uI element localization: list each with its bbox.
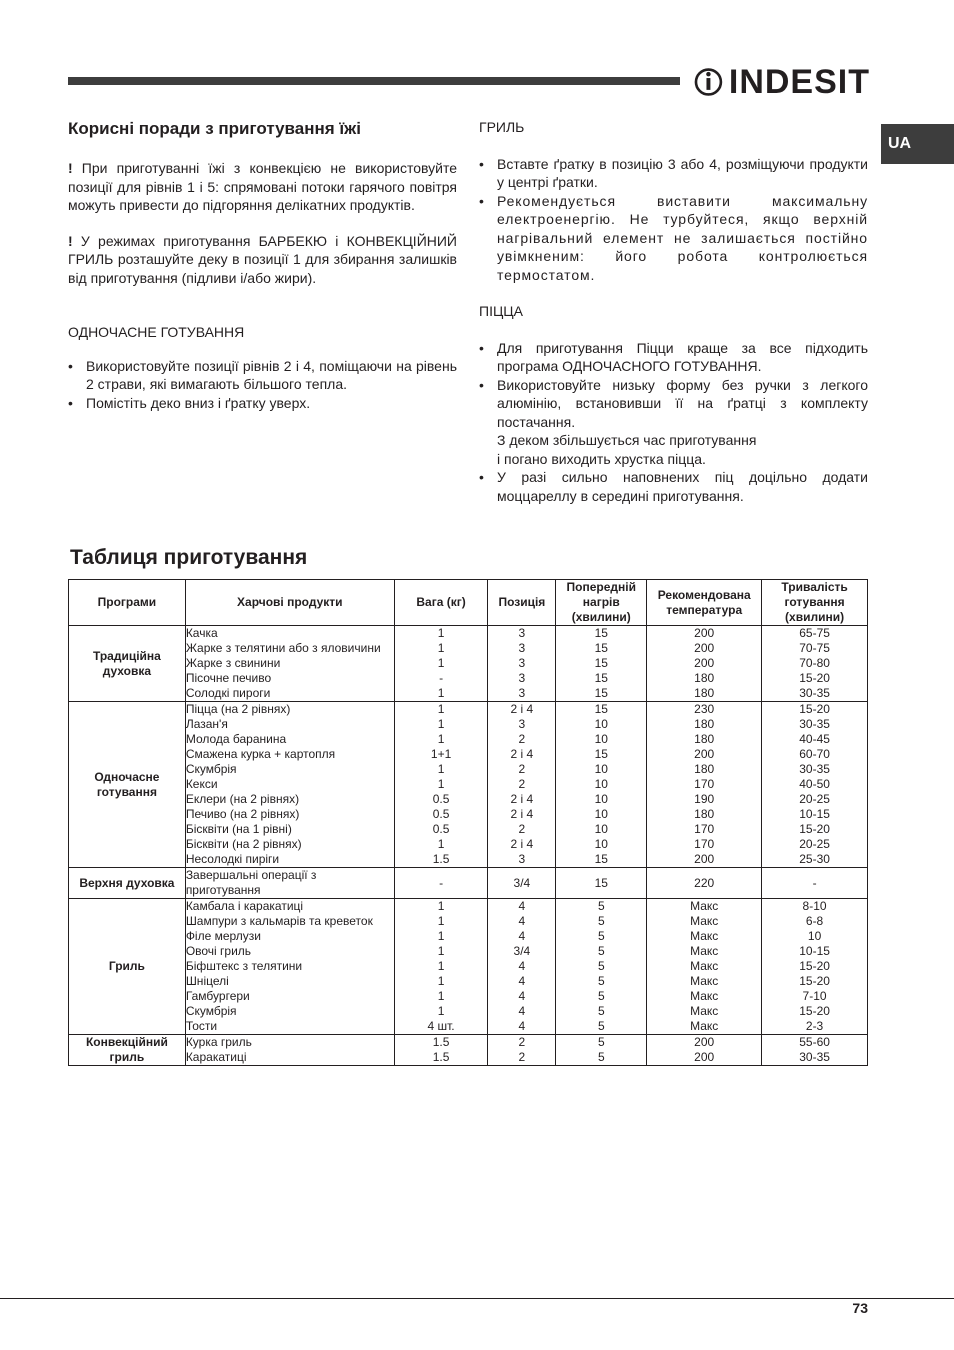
duration-cell	[762, 868, 868, 899]
foods-value: Печиво (на 2 рівнях)	[185, 807, 300, 821]
weight-cell	[394, 1035, 488, 1066]
foods-cell	[185, 899, 394, 1035]
weight-value: 1.5	[432, 1050, 450, 1064]
preheat-cell	[556, 702, 647, 868]
preheat-value: 15	[594, 671, 608, 685]
position-value: 2 і 4	[510, 747, 534, 761]
position-value: 3	[518, 686, 526, 700]
preheat-value: 15	[594, 656, 608, 670]
position-value: 2 і 4	[510, 837, 534, 851]
preheat-value: 5	[597, 929, 605, 943]
duration-cell	[762, 899, 868, 1035]
weight-cell	[394, 868, 488, 899]
temperature-value: 220	[694, 875, 715, 890]
position-value: 4	[518, 929, 526, 943]
preheat-value: 5	[597, 899, 605, 913]
temperature-value: Макс	[690, 1019, 719, 1033]
pizza-bullets	[479, 339, 868, 506]
weight-value: 0.5	[432, 807, 450, 821]
position-value: 4	[518, 1019, 526, 1033]
weight-value: -	[439, 875, 444, 890]
pizza-note-1: З деком збільшується час приготування	[497, 432, 757, 448]
weight-value: 1	[437, 732, 445, 746]
list-item-text: Рекомендується виставити максимальну електроенергію. Не турбуйтеся, якщо верхній нагрівальний елемент не залишається постійно увімкненим: його робота контролюється термостатом.	[497, 192, 868, 283]
position-value: 3	[518, 656, 526, 670]
weight-value: 1	[437, 656, 445, 670]
weight-value: 1	[437, 974, 445, 988]
temperature-value: 170	[694, 777, 715, 791]
temperature-value: 200	[694, 852, 715, 866]
temperature-value: Макс	[690, 899, 719, 913]
program-cell: Традиційна духовка	[69, 626, 186, 702]
position-value: 4	[518, 1004, 526, 1018]
warning-1	[68, 159, 457, 215]
position-cell	[488, 899, 556, 1035]
position-value: 4	[518, 899, 526, 913]
weight-value: 1	[437, 717, 445, 731]
position-value: 2	[518, 732, 526, 746]
temperature-value: Макс	[690, 944, 719, 958]
duration-cell	[762, 1035, 868, 1066]
preheat-value: 15	[594, 747, 608, 761]
duration-value: 10	[807, 929, 822, 943]
temperature-cell	[647, 899, 762, 1035]
preheat-value: 5	[597, 1050, 605, 1064]
warning-mark: !	[68, 160, 73, 176]
duration-value: 15-20	[799, 702, 830, 716]
foods-value: Кекси	[185, 777, 218, 791]
weight-value: 1+1	[430, 747, 452, 761]
pizza-note-2: і погано виходить хрустка піцца.	[497, 450, 706, 467]
column-header: Рекомендована температура	[647, 580, 762, 626]
section-title-pizza: ПІЦЦА	[479, 303, 524, 319]
position-value: 2 і 4	[510, 807, 534, 821]
weight-value: 1	[437, 929, 445, 943]
duration-value: 70-80	[799, 656, 830, 670]
duration-value: 70-75	[799, 641, 830, 655]
position-value: 3	[518, 671, 526, 685]
duration-value: 20-25	[799, 792, 830, 806]
preheat-value: 10	[594, 717, 608, 731]
position-value: 2	[518, 1050, 526, 1064]
duration-value: 6-8	[805, 914, 824, 928]
weight-value: 1	[437, 914, 445, 928]
foods-value: Жарке з свинини	[185, 656, 281, 670]
foods-value: Каракатиці	[185, 1050, 247, 1064]
foods-value: Жарке з телятини або з яловичини	[185, 641, 381, 655]
temperature-value: 200	[694, 626, 715, 640]
column-header: Попередній нагрів (хвилини)	[556, 580, 647, 626]
program-cell: Верхня духовка	[69, 868, 186, 899]
temperature-value: 180	[694, 717, 715, 731]
weight-value: 1	[437, 944, 445, 958]
temperature-cell	[647, 868, 762, 899]
duration-value: 10-15	[799, 944, 830, 958]
duration-value: 30-35	[799, 686, 830, 700]
preheat-value: 5	[597, 914, 605, 928]
warning-text: У режимах приготування БАРБЕКЮ і КОНВЕКЦІЙНИЙ ГРИЛЬ розташуйте деку в позиції 1 для збирання залишків від приготування (підливи і/або жири).	[68, 232, 457, 286]
duration-value: 40-50	[799, 777, 830, 791]
temperature-value: Макс	[690, 1004, 719, 1018]
position-value: 3	[518, 626, 526, 640]
foods-value: Молода баранина	[185, 732, 287, 746]
column-header: Позиція	[488, 580, 556, 626]
table-row	[69, 702, 868, 868]
duration-value: 30-35	[799, 1050, 830, 1064]
preheat-cell	[556, 1035, 647, 1066]
list-item: • Для приготування Піцци краще за все підходить програма ОДНОЧАСНОГО ГОТУВАННЯ.	[479, 339, 868, 376]
foods-value: Лазан'я	[185, 717, 228, 731]
duration-value: 15-20	[799, 959, 830, 973]
position-value: 2 і 4	[510, 702, 534, 716]
temperature-value: 180	[694, 686, 715, 700]
temperature-value: Макс	[690, 974, 719, 988]
temperature-value: 180	[694, 671, 715, 685]
preheat-value: 10	[594, 792, 608, 806]
preheat-value: 15	[594, 875, 608, 890]
preheat-value: 10	[594, 732, 608, 746]
preheat-value: 10	[594, 837, 608, 851]
weight-value: 1.5	[432, 852, 450, 866]
weight-value: -	[439, 671, 444, 685]
duration-value: 65-75	[799, 626, 830, 640]
duration-value: 15-20	[799, 822, 830, 836]
weight-value: 1.5	[432, 1035, 450, 1049]
foods-value: Скумбрія	[185, 762, 237, 776]
preheat-value: 5	[597, 974, 605, 988]
preheat-cell	[556, 899, 647, 1035]
weight-value: 0.5	[432, 822, 450, 836]
section-title-simultaneous: ОДНОЧАСНЕ ГОТУВАННЯ	[68, 324, 245, 340]
foods-value: Овочі гриль	[185, 944, 252, 958]
foods-value: Пісочне печиво	[185, 671, 272, 685]
position-value: 4	[518, 989, 526, 1003]
preheat-value: 5	[597, 1035, 605, 1049]
table-row	[69, 1035, 868, 1066]
preheat-cell	[556, 868, 647, 899]
program-cell: Конвекційний гриль	[69, 1035, 186, 1066]
position-value: 3/4	[513, 875, 531, 890]
temperature-value: 180	[694, 807, 715, 821]
list-item: • Використовуйте позиції рівнів 2 і 4, поміщаючи на рівень 2 страви, які вимагають більшого тепла.	[68, 357, 457, 394]
column-header: Вага (кг)	[394, 580, 488, 626]
position-value: 2	[518, 777, 526, 791]
foods-value: Біфштекс з телятини	[185, 959, 303, 973]
table-row	[69, 626, 868, 702]
weight-value: 1	[437, 959, 445, 973]
position-cell	[488, 626, 556, 702]
temperature-value: Макс	[690, 959, 719, 973]
position-value: 3	[518, 641, 526, 655]
preheat-value: 10	[594, 777, 608, 791]
grill-bullets	[479, 155, 868, 285]
foods-value: Еклери (на 2 рівнях)	[185, 792, 300, 806]
preheat-value: 10	[594, 762, 608, 776]
temperature-value: 170	[694, 822, 715, 836]
preheat-value: 15	[594, 852, 608, 866]
temperature-value: 180	[694, 762, 715, 776]
preheat-value: 5	[597, 989, 605, 1003]
weight-cell	[394, 702, 488, 868]
preheat-value: 5	[597, 944, 605, 958]
foods-value: Смажена курка + картопля	[185, 747, 336, 761]
weight-value: 0.5	[432, 792, 450, 806]
list-item: • Помістіть деко вниз і ґратку уверх.	[68, 394, 457, 413]
preheat-value: 5	[597, 1019, 605, 1033]
position-cell	[488, 1035, 556, 1066]
foods-cell	[185, 868, 394, 899]
temperature-value: 190	[694, 792, 715, 806]
cooking-table	[68, 579, 868, 1066]
temperature-value: 230	[694, 702, 715, 716]
program-cell: Гриль	[69, 899, 186, 1035]
indesit-logo	[694, 58, 870, 106]
temperature-value: Макс	[690, 989, 719, 1003]
duration-value: 55-60	[799, 1035, 830, 1049]
position-value: 2	[518, 762, 526, 776]
preheat-value: 10	[594, 807, 608, 821]
preheat-value: 5	[597, 1004, 605, 1018]
position-value: 3	[518, 717, 526, 731]
duration-value: 25-30	[799, 852, 830, 866]
foods-value: Шніцелі	[185, 974, 229, 988]
temperature-value: 200	[694, 641, 715, 655]
table-row	[69, 868, 868, 899]
temperature-value: 170	[694, 837, 715, 851]
list-item: • Вставте ґратку в позицію 3 або 4, розміщуючи продукти у центрі ґратки.	[479, 155, 868, 192]
temperature-value: 200	[694, 656, 715, 670]
foods-value: Качка	[185, 626, 218, 640]
position-value: 4	[518, 974, 526, 988]
simultaneous-bullets	[68, 357, 457, 413]
weight-value: 4 шт.	[427, 1019, 455, 1033]
temperature-value: 180	[694, 732, 715, 746]
weight-value: 1	[437, 702, 445, 716]
position-value: 2	[518, 1035, 526, 1049]
table-title: Таблиця приготування	[70, 546, 308, 569]
position-value: 2	[518, 822, 526, 836]
duration-value: 10-15	[799, 807, 830, 821]
position-value: 3	[518, 852, 526, 866]
foods-value: Камбала і каракатиці	[185, 899, 304, 913]
foods-cell	[185, 702, 394, 868]
foods-value: Шампури з кальмарів та креветок	[185, 914, 373, 928]
warning-mark: !	[68, 232, 73, 249]
list-item-text: Використовуйте низьку форму без ручки з легкого алюмінію, встановивши її на ґратці з комплекту постачання.	[497, 376, 868, 430]
duration-value: 40-45	[799, 732, 830, 746]
language-tab: UA	[881, 124, 954, 164]
foods-value: Завершальні операції з	[185, 868, 317, 882]
weight-cell	[394, 899, 488, 1035]
temperature-cell	[647, 626, 762, 702]
right-column	[479, 118, 868, 505]
duration-cell	[762, 626, 868, 702]
table-row	[69, 899, 868, 1035]
position-cell	[488, 868, 556, 899]
duration-value: 8-10	[802, 899, 827, 913]
preheat-value: 15	[594, 686, 608, 700]
preheat-value: 15	[594, 641, 608, 655]
duration-value: 30-35	[799, 717, 830, 731]
weight-value: 1	[437, 1004, 445, 1018]
duration-value: 20-25	[799, 837, 830, 851]
weight-value: 1	[437, 989, 445, 1003]
temperature-value: 200	[694, 747, 715, 761]
preheat-value: 5	[597, 959, 605, 973]
duration-value: 15-20	[799, 974, 830, 988]
preheat-value: 15	[594, 702, 608, 716]
weight-value: 1	[437, 641, 445, 655]
list-item	[479, 376, 868, 469]
weight-cell	[394, 626, 488, 702]
weight-value: 1	[437, 762, 445, 776]
foods-value: Піцца (на 2 рівнях)	[185, 702, 291, 716]
temperature-cell	[647, 1035, 762, 1066]
foods-value: Філе мерлузи	[185, 929, 262, 943]
table-header-row	[69, 580, 868, 626]
section-title-grill: ГРИЛЬ	[479, 119, 525, 135]
duration-cell	[762, 702, 868, 868]
foods-value: приготування	[185, 883, 261, 897]
foods-value: Солодкі пироги	[185, 686, 271, 700]
foods-value: Скумбрія	[185, 1004, 237, 1018]
foods-value: Бісквіти (на 1 рівні)	[185, 822, 292, 836]
footer-line	[0, 1298, 954, 1299]
page-number: 73	[852, 1300, 868, 1316]
position-value: 4	[518, 914, 526, 928]
header-bar	[68, 77, 680, 85]
position-value: 2 і 4	[510, 792, 534, 806]
foods-cell	[185, 626, 394, 702]
temperature-value: Макс	[690, 914, 719, 928]
position-value: 4	[518, 959, 526, 973]
foods-cell	[185, 1035, 394, 1066]
column-header: Харчові продукти	[185, 580, 394, 626]
column-header: Програми	[69, 580, 186, 626]
foods-value: Бісквіти (на 2 рівнях)	[185, 837, 302, 851]
foods-value: Тости	[185, 1019, 218, 1033]
tips-heading: Корисні поради з приготування їжі	[68, 119, 361, 138]
indesit-logo-icon	[694, 59, 723, 105]
warning-2	[68, 232, 457, 288]
column-header: Тривалість готування (хвилини)	[762, 580, 868, 626]
position-cell	[488, 702, 556, 868]
duration-value: 15-20	[799, 1004, 830, 1018]
warning-text: При приготуванні їжі з конвекцією не використовуйте позиції для рівнів 1 і 5: спрямовані потоки гарячого повітря можуть привести до підгоряння делікатних продуктів.	[68, 160, 457, 213]
duration-value: 15-20	[799, 671, 830, 685]
temperature-value: Макс	[690, 929, 719, 943]
weight-value: 1	[437, 626, 445, 640]
weight-value: 1	[437, 686, 445, 700]
weight-value: 1	[437, 899, 445, 913]
list-item: • У разі сильно наповнених піц доцільно додати моццареллу в середині приготування.	[479, 468, 868, 505]
weight-value: 1	[437, 777, 445, 791]
list-item	[479, 192, 868, 285]
preheat-cell	[556, 626, 647, 702]
foods-value: Несолодкі пиріги	[185, 852, 280, 866]
foods-value: Курка гриль	[185, 1035, 252, 1049]
duration-value: 2-3	[805, 1019, 824, 1033]
foods-value: Гамбургери	[185, 989, 250, 1003]
temperature-cell	[647, 702, 762, 868]
position-value: 3/4	[513, 944, 531, 958]
program-cell: Одночасне готування	[69, 702, 186, 868]
duration-value: -	[812, 875, 817, 890]
temperature-value: 200	[694, 1050, 715, 1064]
left-column	[68, 118, 457, 412]
duration-value: 30-35	[799, 762, 830, 776]
preheat-value: 15	[594, 626, 608, 640]
preheat-value: 10	[594, 822, 608, 836]
duration-value: 60-70	[799, 747, 830, 761]
duration-value: 7-10	[802, 989, 827, 1003]
weight-value: 1	[437, 837, 445, 851]
temperature-value: 200	[694, 1035, 715, 1049]
brand-name: INDESIT	[728, 62, 870, 101]
